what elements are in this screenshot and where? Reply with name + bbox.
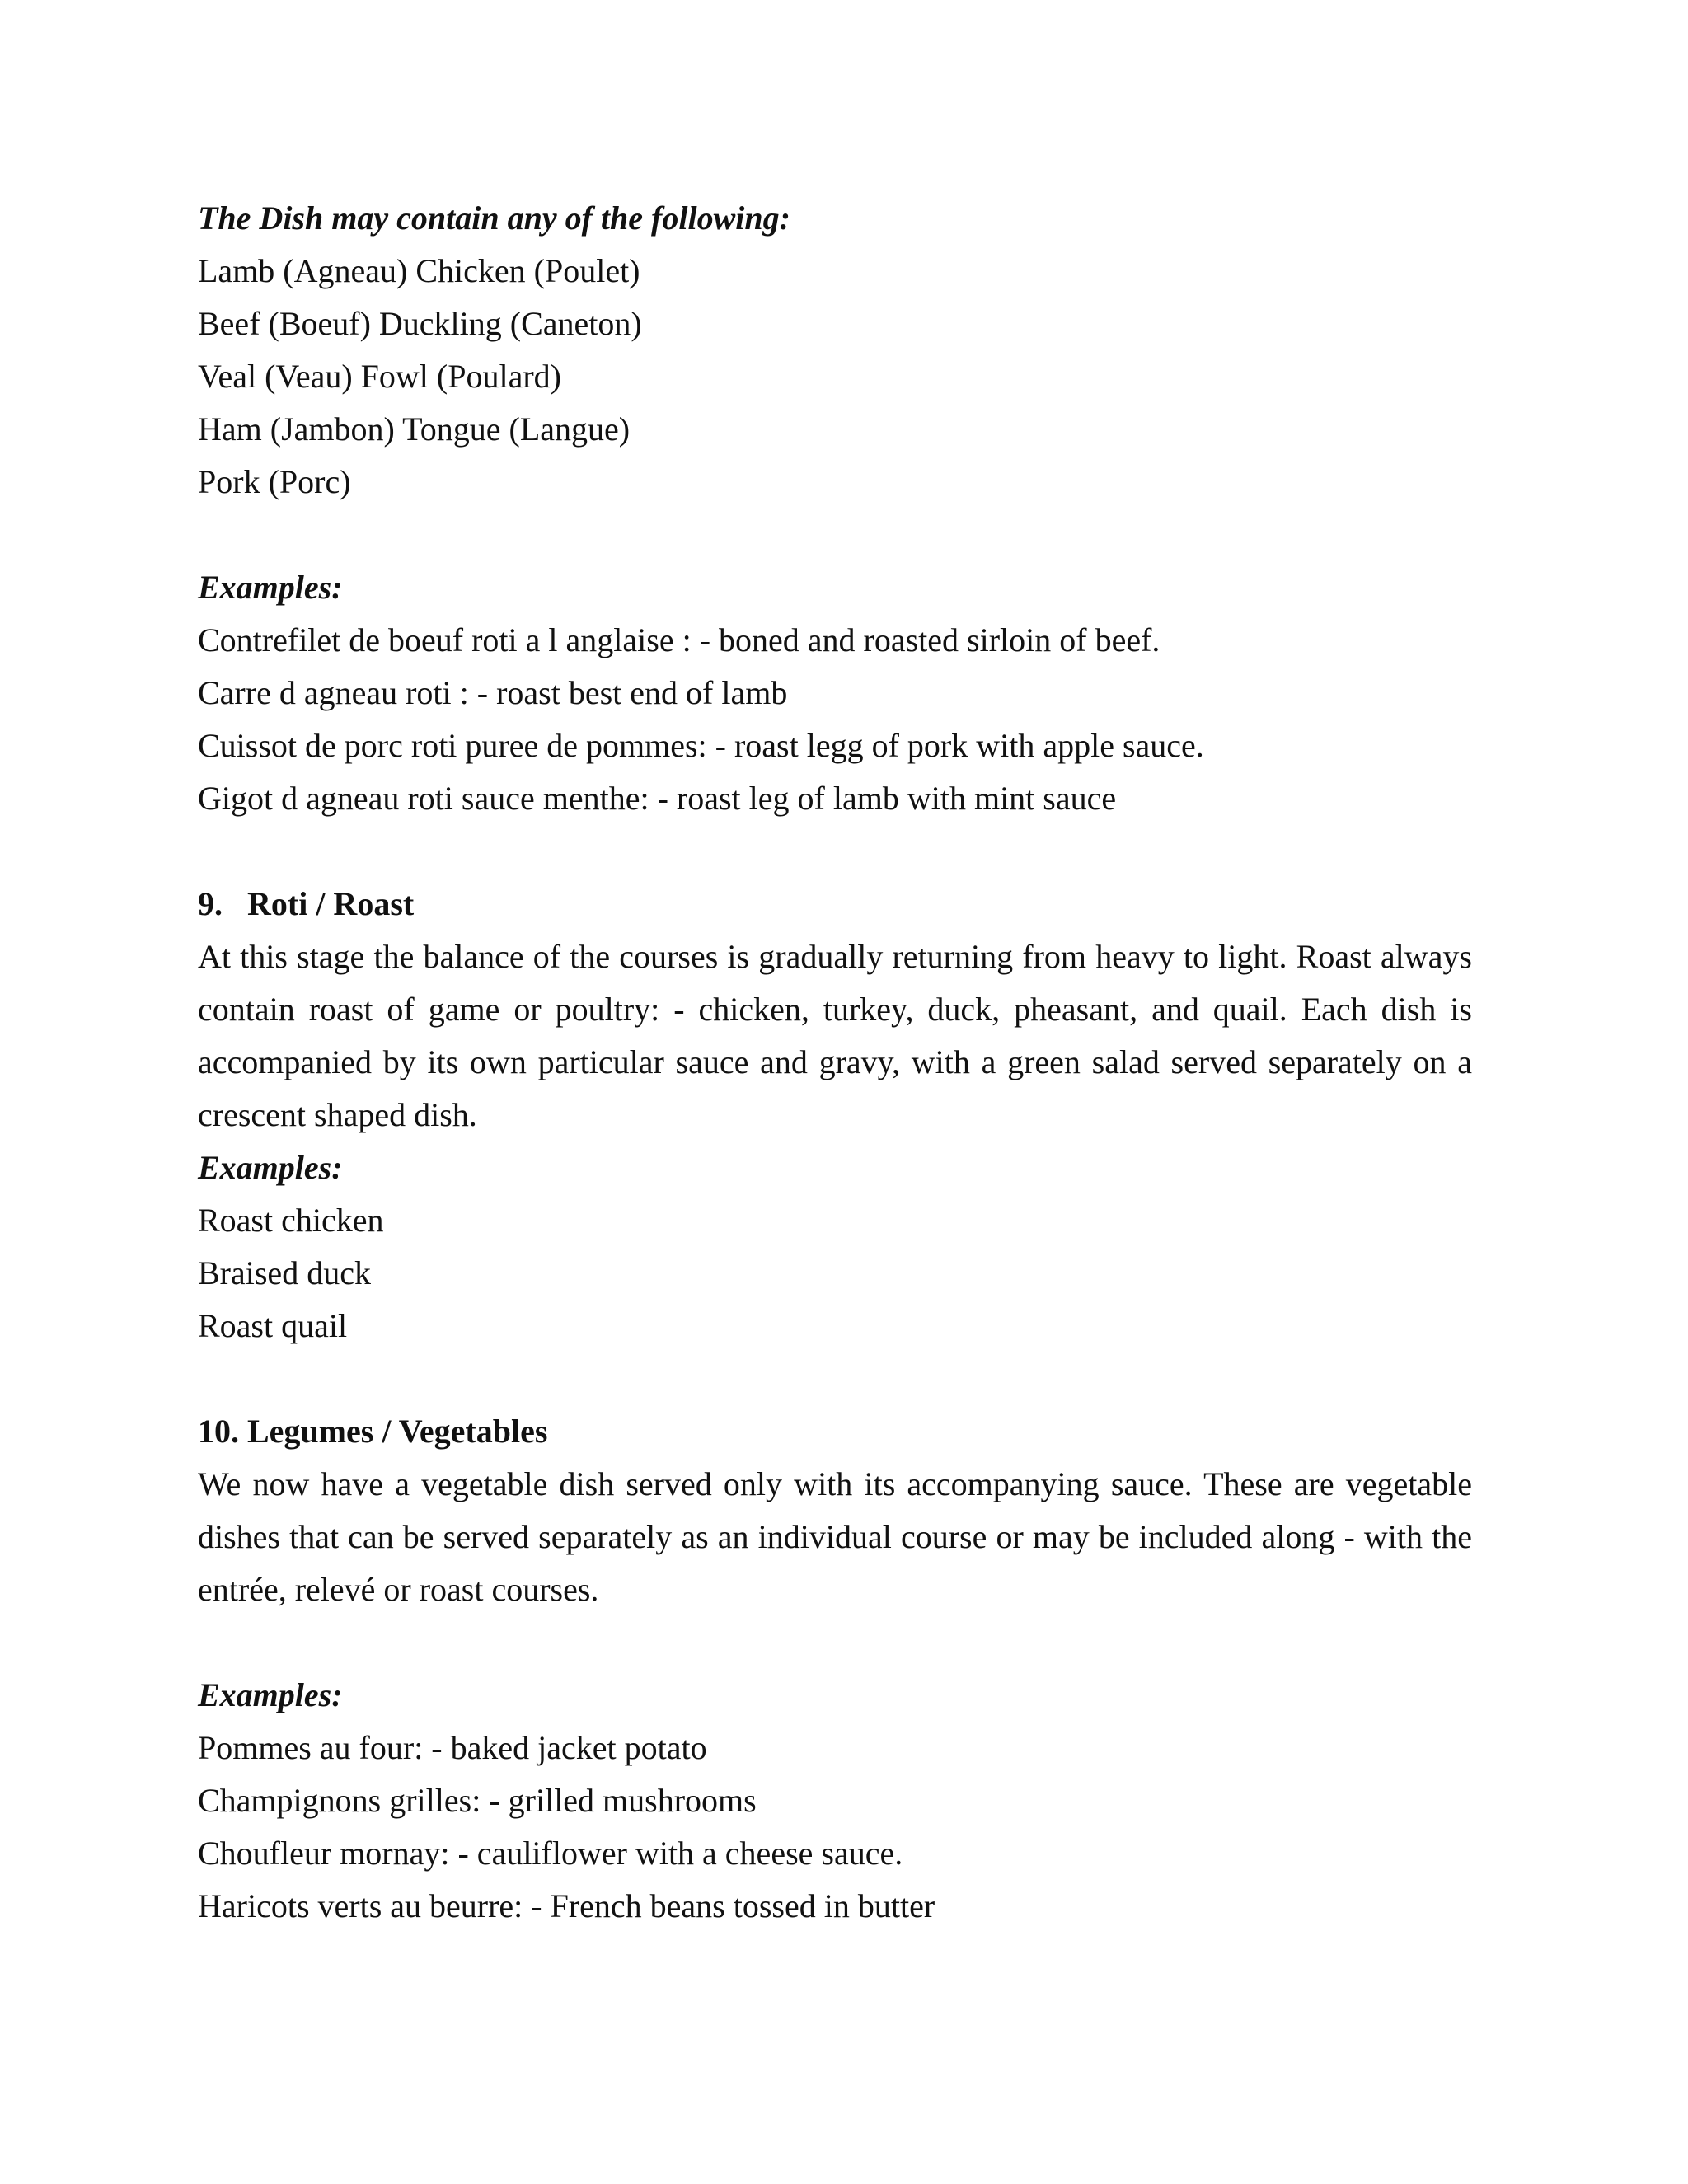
roti-paragraph: At this stage the balance of the courses is gradually returning from heavy to light. Roast always contain roast of game or poultry: - chicken, turkey, duck, pheasant, and quail. Each dish is accompanied by its own particular sauce and gravy, with a green salad served separately on a crescent shaped dish. xyxy=(198,938,1472,1133)
legumes-paragraph: We now have a vegetable dish served only with its accompanying sauce. These are vegetable dishes that can be served separately as an individual course or may be included along - with the entrée, relevé or roast courses. xyxy=(198,1465,1472,1608)
examples-heading: Examples: xyxy=(198,1149,343,1186)
list-item: Ham (Jambon) Tongue (Langue) xyxy=(198,410,631,448)
section-heading-legumes: 10. Legumes / Vegetables xyxy=(198,1413,548,1450)
list-item: Veal (Veau) Fowl (Poulard) xyxy=(198,358,561,395)
section-title: Roti / Roast xyxy=(247,885,415,922)
spacer xyxy=(198,509,1472,561)
example-item: Haricots verts au beurre: - French beans tossed in butter xyxy=(198,1887,935,1924)
document-page xyxy=(198,192,1472,1933)
example-item: Pommes au four: - baked jacket potato xyxy=(198,1729,707,1766)
list-item: Lamb (Agneau) Chicken (Poulet) xyxy=(198,252,640,289)
example-item: Roast quail xyxy=(198,1307,348,1344)
spacer xyxy=(198,1352,1472,1405)
spacer xyxy=(198,1616,1472,1669)
example-item: Gigot d agneau roti sauce menthe: - roast leg of lamb with mint sauce xyxy=(198,780,1117,817)
example-item: Roast chicken xyxy=(198,1202,384,1239)
example-item: Choufleur mornay: - cauliflower with a cheese sauce. xyxy=(198,1835,903,1872)
spacer xyxy=(198,825,1472,878)
example-item: Contrefilet de boeuf roti a l anglaise : - boned and roasted sirloin of beef. xyxy=(198,621,1160,658)
dish-contents-heading: The Dish may contain any of the following: xyxy=(198,199,790,237)
list-item: Pork (Porc) xyxy=(198,463,351,500)
example-item: Champignons grilles: - grilled mushrooms xyxy=(198,1782,757,1819)
list-item: Beef (Boeuf) Duckling (Caneton) xyxy=(198,305,642,342)
example-item: Braised duck xyxy=(198,1254,371,1291)
example-item: Cuissot de porc roti puree de pommes: - roast legg of pork with apple sauce. xyxy=(198,727,1204,764)
section-heading-roti xyxy=(198,878,1472,930)
section-number: 9. xyxy=(198,885,223,922)
examples-heading: Examples: xyxy=(198,569,343,606)
examples-heading: Examples: xyxy=(198,1676,343,1713)
example-item: Carre d agneau roti : - roast best end of lamb xyxy=(198,674,788,711)
